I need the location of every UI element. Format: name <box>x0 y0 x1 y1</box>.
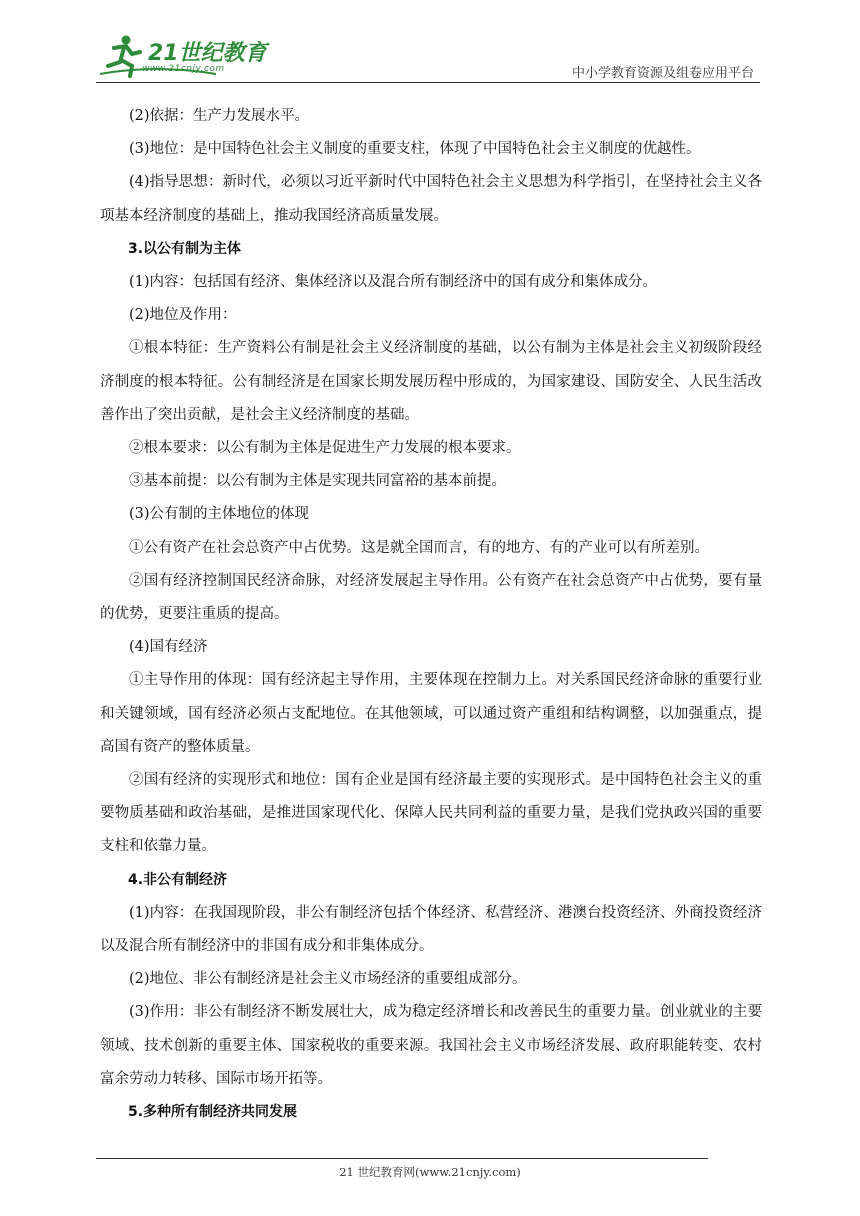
paragraph: (3)作用：非公有制经济不断发展壮大，成为稳定经济增长和改善民生的重要力量。创业就业的主要领域、技术创新的重要主体、国家税收的重要来源。我国社会主义市场经济发展、政府职能转变、农村富余劳动力转移、国际市场开拓等。 <box>100 1004 762 1087</box>
paragraph: (1)内容：在我国现阶段，非公有制经济包括个体经济、私营经济、港澳台投资经济、外商投资经济以及混合所有制经济中的非国有成分和非集体成分。 <box>100 904 762 955</box>
header-divider <box>96 82 760 83</box>
paragraph: ②国有经济控制国民经济命脉，对经济发展起主导作用。公有资产在社会总资产中占优势，要有量的优势，更要注重质的提高。 <box>100 572 762 623</box>
paragraph: ①根本特征：生产资料公有制是社会主义经济制度的基础，以公有制为主体是社会主义初级阶段经济制度的根本特征。公有制经济是在国家长期发展历程中形成的，为国家建设、国防安全、人民生活改善作出了突出贡献，是社会主义经济制度的基础。 <box>100 340 762 423</box>
paragraph: ①主导作用的体现：国有经济起主导作用，主要体现在控制力上。对关系国民经济命脉的重要行业和关键领域，国有经济必须占支配地位。在其他领域，可以通过资产重组和结构调整，以加强重点，提高国有资产的整体质量。 <box>100 672 762 755</box>
page-header <box>0 0 860 90</box>
paragraph: (1)内容：包括国有经济、集体经济以及混合所有制经济中的国有成分和集体成分。 <box>129 274 658 291</box>
platform-title: 中小学教育资源及组卷应用平台 <box>571 66 754 81</box>
section-heading: 3.以公有制为主体 <box>128 240 242 257</box>
section-heading: 4.非公有制经济 <box>128 871 228 888</box>
logo-url: www.21cnjy.com <box>142 64 225 74</box>
paragraph: (3)地位：是中国特色社会主义制度的重要支柱，体现了中国特色社会主义制度的优越性。 <box>129 141 701 158</box>
paragraph: (2)地位、非公有制经济是社会主义市场经济的重要组成部分。 <box>129 971 527 988</box>
paragraph: ③基本前提：以公有制为主体是实现共同富裕的基本前提。 <box>129 473 506 490</box>
logo-text: 21世纪教育 <box>148 41 267 66</box>
footer-text: 21 世纪教育网(www.21cnjy.com) <box>339 1165 521 1179</box>
paragraph: ①公有资产在社会总资产中占优势。这是就全国而言，有的地方、有的产业可以有所差别。 <box>129 539 709 556</box>
paragraph: (2)地位及作用： <box>129 307 237 324</box>
paragraph: (2)依据：生产力发展水平。 <box>129 108 310 124</box>
footer-divider <box>96 1158 708 1159</box>
paragraph: (4)国有经济 <box>129 639 208 656</box>
document-body <box>100 100 762 1129</box>
paragraph: ②根本要求：以公有制为主体是促进生产力发展的根本要求。 <box>129 440 521 457</box>
paragraph: (4)指导思想：新时代，必须以习近平新时代中国特色社会主义思想为科学指引，在坚持社会主义各项基本经济制度的基础上，推动我国经济高质量发展。 <box>100 174 762 224</box>
paragraph: (3)公有制的主体地位的体现 <box>129 506 310 523</box>
section-heading: 5.多种所有制经济共同发展 <box>128 1104 298 1121</box>
paragraph: ②国有经济的实现形式和地位：国有企业是国有经济最主要的实现形式。是中国特色社会主义的重要物质基础和政治基础，是推进国家现代化、保障人民共同利益的重要力量，是我们党执政兴国的重要支柱和依靠力量。 <box>100 772 762 855</box>
